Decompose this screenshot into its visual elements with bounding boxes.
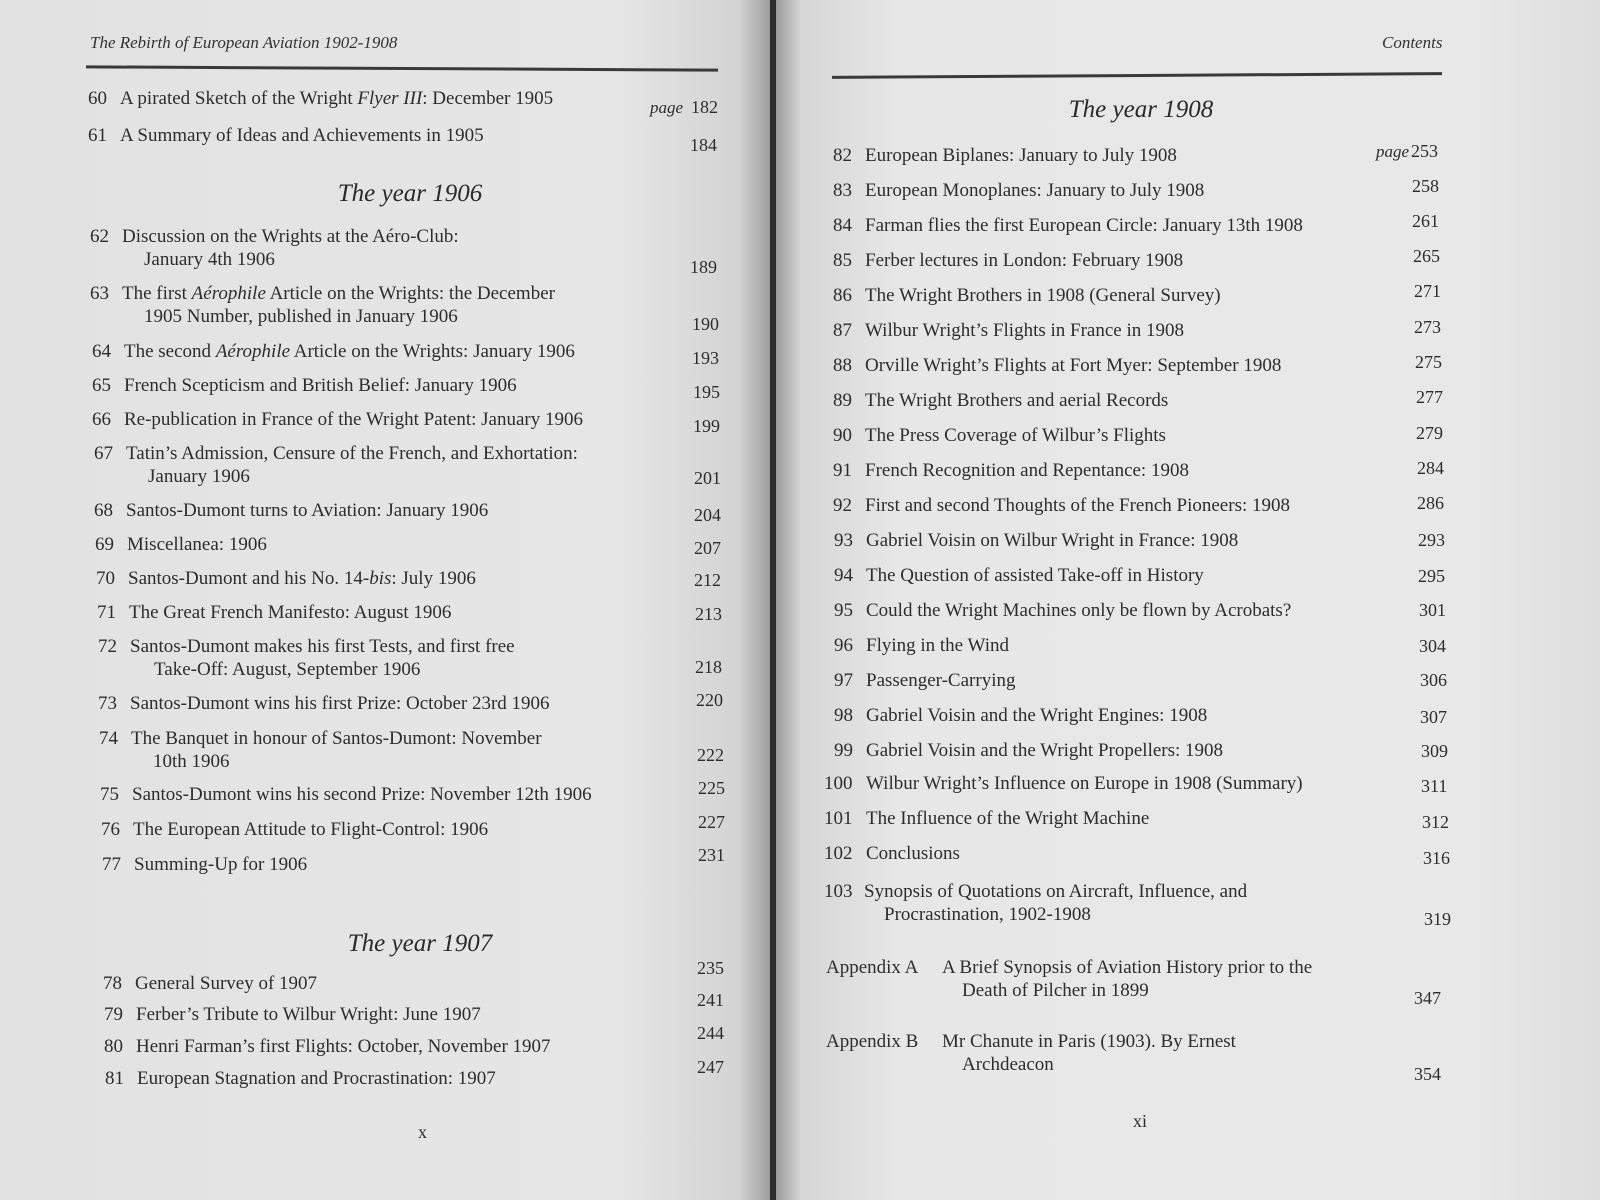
page-number: 190	[692, 314, 719, 334]
appendix-title-line: A Brief Synopsis of Aviation History prior to the	[942, 957, 1313, 978]
entry-number: 101	[824, 808, 853, 829]
entry-title-line: Santos-Dumont makes his first Tests, and first free	[130, 636, 515, 657]
page-number: 227	[698, 812, 725, 832]
running-head-right: Contents	[1382, 33, 1443, 52]
entry-title-line: Synopsis of Quotations on Aircraft, Influence, and	[864, 881, 1248, 902]
entry-title-line: General Survey of 1907	[135, 973, 318, 994]
page-number: 247	[697, 1057, 724, 1077]
entry-title-line: The Banquet in honour of Santos-Dumont: November	[131, 728, 542, 749]
entry-title	[135, 972, 317, 995]
page-number: 275	[1415, 352, 1442, 372]
entry-title-line: European Stagnation and Procrastination: 1907	[137, 1068, 496, 1089]
entry-title-line: The Question of assisted Take-off in History	[866, 565, 1204, 586]
entry-number: 99	[834, 740, 853, 761]
entry-title-line: The Great French Manifesto: August 1906	[129, 602, 452, 623]
entry-title	[865, 144, 1177, 167]
entry-number: 67	[94, 443, 113, 464]
entry-title-line: The Press Coverage of Wilbur’s Flights	[865, 425, 1166, 446]
entry-title	[126, 499, 488, 522]
page-number: 184	[690, 135, 717, 155]
entry-title	[134, 853, 307, 876]
entry-title-line: Passenger-Carrying	[866, 670, 1016, 691]
entry-number: 88	[833, 355, 852, 376]
entry-number: 93	[834, 530, 853, 551]
page-number: 293	[1418, 530, 1445, 550]
entry-title	[122, 282, 555, 328]
section-heading-1908: The year 1908	[1068, 96, 1214, 123]
page-number: 306	[1420, 670, 1447, 690]
page-number: 213	[695, 604, 722, 624]
entry-number: 69	[95, 534, 114, 555]
entry-title-part: : December 1905	[422, 88, 554, 109]
page-number: 316	[1423, 848, 1450, 868]
entry-number: 71	[97, 602, 116, 623]
header-rule-left	[86, 65, 718, 71]
page-number: 309	[1421, 741, 1448, 761]
entry-title-italic: Aérophile	[191, 283, 266, 304]
page-number: 244	[697, 1023, 724, 1043]
right-page	[776, 0, 1600, 1200]
page-number: 182	[691, 97, 719, 117]
entry-title-line: French Recognition and Repentance: 1908	[865, 460, 1189, 481]
entry-number: 87	[833, 320, 852, 341]
entry-title	[865, 179, 1204, 202]
entry-title-line: The Wright Brothers in 1908 (General Survey)	[865, 285, 1221, 306]
page-number: 212	[694, 570, 721, 590]
entry-number: 76	[101, 819, 120, 840]
entry-title	[866, 529, 1238, 552]
entry-title-part: A pirated Sketch of the Wright	[120, 88, 358, 109]
page-number: 265	[1413, 246, 1440, 266]
entry-title-part: Santos-Dumont and his No. 14-	[128, 568, 370, 589]
entry-title-line: Santos-Dumont wins his first Prize: October 23rd 1906	[130, 693, 550, 714]
entry-title-continuation: Procrastination, 1902-1908	[884, 904, 1091, 925]
entry-title-part: The first	[122, 283, 192, 304]
entry-title	[864, 880, 1247, 926]
entry-number: 81	[105, 1068, 124, 1089]
page-number: 284	[1417, 458, 1444, 478]
page-number: 301	[1419, 600, 1446, 620]
entry-number: 96	[834, 635, 853, 656]
entry-title-continuation: 1905 Number, published in January 1906	[144, 306, 458, 327]
entry-title-line: Orville Wright’s Flights at Fort Myer: September 1908	[865, 355, 1282, 376]
entry-number: 73	[98, 693, 117, 714]
entry-number: 94	[834, 565, 853, 586]
page-number: 235	[697, 958, 724, 978]
page-number: 222	[697, 745, 724, 765]
entry-title-line: European Biplanes: January to July 1908	[865, 145, 1177, 166]
entry-title-line: Farman flies the first European Circle: January 13th 1908	[865, 215, 1303, 236]
entry-number: 78	[103, 973, 122, 994]
entry-title-continuation: January 4th 1906	[144, 249, 275, 270]
entry-title-continuation: Take-Off: August, September 1906	[154, 659, 421, 680]
page-number: 253	[1411, 141, 1438, 161]
entry-number: 91	[833, 460, 852, 481]
appendix-title	[942, 956, 1312, 1002]
entry-title	[865, 354, 1281, 377]
page-number: 241	[697, 990, 724, 1010]
entry-title	[130, 635, 515, 681]
page-number: 277	[1416, 387, 1443, 407]
entry-title	[120, 87, 553, 110]
entry-title	[132, 783, 592, 806]
entry-number: 100	[824, 773, 853, 794]
entry-title-line: Ferber lectures in London: February 1908	[865, 250, 1184, 271]
appendix-label: Appendix A	[826, 957, 919, 978]
page-number: 354	[1414, 1064, 1441, 1084]
entry-title-part: Article on the Wrights: the December	[265, 283, 555, 304]
entry-title	[866, 599, 1291, 622]
page-number: 261	[1412, 211, 1439, 231]
entry-title	[865, 319, 1184, 342]
page-label: page	[1376, 142, 1410, 161]
entry-number: 74	[99, 728, 118, 749]
page-number: 307	[1420, 707, 1447, 727]
entry-title	[865, 214, 1303, 237]
page-number: 347	[1414, 988, 1441, 1008]
entry-title-line: Santos-Dumont turns to Aviation: January 1906	[126, 500, 489, 521]
entry-number: 90	[833, 425, 852, 446]
entry-title	[124, 408, 583, 431]
entry-title-line: Henri Farman’s first Flights: October, November 1907	[136, 1036, 551, 1057]
entry-number: 61	[88, 125, 107, 146]
page-number: 295	[1418, 566, 1445, 586]
page-number: 193	[692, 348, 719, 368]
page-number: 225	[698, 778, 725, 798]
entry-title-line: Ferber’s Tribute to Wilbur Wright: June 1907	[136, 1004, 481, 1025]
entry-title-line: The Influence of the Wright Machine	[866, 808, 1150, 829]
entry-title	[866, 669, 1015, 692]
entry-title	[124, 374, 517, 397]
entry-number: 63	[90, 283, 109, 304]
entry-number: 65	[92, 375, 111, 396]
entry-title-line	[124, 341, 575, 362]
entry-number: 97	[834, 670, 853, 691]
entry-number: 85	[833, 250, 852, 271]
folio-left: x	[418, 1122, 427, 1142]
entry-title	[866, 807, 1149, 830]
entry-number: 82	[833, 145, 852, 166]
entry-title-continuation: 10th 1906	[153, 751, 230, 772]
entry-title-line: European Monoplanes: January to July 1908	[865, 180, 1205, 201]
entry-title	[866, 564, 1204, 587]
entry-title-line: Wilbur Wright’s Flights in France in 1908	[865, 320, 1184, 341]
entry-title-continuation: January 1906	[148, 466, 250, 487]
page-number: 220	[696, 690, 723, 710]
page-number: 189	[690, 257, 717, 277]
entry-title	[865, 459, 1189, 482]
entry-number: 72	[98, 636, 117, 657]
entry-title-italic: Aérophile	[215, 341, 291, 362]
running-head-left: The Rebirth of European Aviation 1902-1908	[90, 33, 398, 52]
entry-title-part: : July 1906	[391, 568, 476, 589]
section-heading-1907: The year 1907	[347, 930, 493, 957]
appendix-title-continuation: Death of Pilcher in 1899	[962, 980, 1149, 1001]
entry-title-line: Re-publication in France of the Wright Patent: January 1906	[124, 409, 583, 430]
entry-number: 68	[94, 500, 113, 521]
entry-title	[865, 249, 1183, 272]
entry-title-line: Santos-Dumont wins his second Prize: November 12th 1906	[132, 784, 592, 805]
entry-title	[128, 567, 476, 590]
entry-title-part: The second	[124, 341, 216, 362]
entry-title	[866, 739, 1223, 762]
entry-title	[866, 842, 960, 865]
entry-title	[865, 494, 1290, 517]
entry-title-line: The European Attitude to Flight-Control: 1906	[133, 819, 489, 840]
entry-number: 95	[834, 600, 853, 621]
entry-title	[136, 1035, 551, 1058]
entry-number: 70	[96, 568, 115, 589]
folio-right: xi	[1133, 1111, 1148, 1131]
left-page	[0, 0, 770, 1200]
page-number: 204	[694, 505, 721, 525]
entry-title	[122, 225, 459, 271]
entry-title	[133, 818, 488, 841]
entry-title-line: First and second Thoughts of the French Pioneers: 1908	[865, 495, 1290, 516]
entry-title	[130, 692, 550, 715]
entry-title-line: Could the Wright Machines only be flown by Acrobats?	[866, 600, 1292, 621]
entry-title-part: Article on the Wrights: January 1906	[290, 341, 575, 362]
header-rule-right	[832, 72, 1442, 79]
entry-number: 86	[833, 285, 852, 306]
entry-title-line	[128, 568, 476, 589]
entry-title	[129, 601, 451, 624]
entry-title	[865, 284, 1221, 307]
entry-title-line	[122, 283, 555, 304]
entry-title	[136, 1003, 481, 1026]
entry-title: A Summary of Ideas and Achievements in 1905	[120, 125, 484, 146]
entry-number: 66	[92, 409, 111, 430]
entry-title-line: Summing-Up for 1906	[134, 854, 308, 875]
page-number: 311	[1421, 776, 1448, 796]
page-ref	[650, 97, 718, 118]
entry-title	[865, 389, 1168, 412]
entry-title-line: Flying in the Wind	[866, 635, 1009, 656]
page-number: 218	[695, 657, 722, 677]
entry-title-line: Gabriel Voisin on Wilbur Wright in France: 1908	[866, 530, 1239, 551]
appendix-title-line: Mr Chanute in Paris (1903). By Ernest	[942, 1031, 1236, 1052]
entry-title-italic: Flyer III	[357, 88, 423, 109]
entry-title	[124, 340, 575, 363]
entry-title-line: Conclusions	[866, 843, 960, 864]
entry-number: 60	[88, 88, 107, 109]
entry-title-line: Discussion on the Wrights at the Aéro-Club:	[122, 226, 459, 247]
entry-title-line: The Wright Brothers and aerial Records	[865, 390, 1169, 411]
entry-title	[866, 634, 1009, 657]
page-number: 319	[1424, 909, 1451, 929]
page-number: 201	[694, 468, 721, 488]
entry-title-line: Gabriel Voisin and the Wright Propellers: 1908	[866, 740, 1224, 761]
entry-title	[137, 1067, 496, 1090]
page-number: 199	[693, 416, 720, 436]
appendix-title	[942, 1030, 1236, 1076]
entry-number: 92	[833, 495, 852, 516]
entry-number: 64	[92, 341, 111, 362]
entry-title	[126, 442, 578, 488]
entry-number: 103	[824, 881, 853, 902]
entry-title-italic: bis	[369, 568, 392, 589]
entry-number: 84	[833, 215, 852, 236]
section-heading-1906: The year 1906	[337, 180, 483, 207]
entry-number: 83	[833, 180, 852, 201]
appendix-title-continuation: Archdeacon	[962, 1054, 1054, 1075]
page-number: 279	[1416, 423, 1443, 443]
entry-title-line: Tatin’s Admission, Censure of the French, and Exhortation:	[126, 443, 578, 464]
entry-number: 75	[100, 784, 119, 805]
entry-title-line: Gabriel Voisin and the Wright Engines: 1908	[866, 705, 1208, 726]
page-number: 312	[1422, 812, 1449, 832]
entry-title	[127, 533, 267, 556]
entry-number: 80	[104, 1036, 123, 1057]
appendix-label: Appendix B	[826, 1031, 919, 1052]
page-number: 231	[698, 845, 725, 865]
page-number: 273	[1414, 317, 1441, 337]
page-label: page	[650, 98, 684, 117]
page-number: 207	[694, 538, 721, 558]
entry-number: 62	[90, 226, 109, 247]
entry-number: 77	[102, 854, 121, 875]
entry-title	[131, 727, 542, 773]
entry-title	[866, 704, 1207, 727]
entry-number: 89	[833, 390, 852, 411]
page-number: 195	[693, 382, 720, 402]
entry-title-line: Miscellanea: 1906	[127, 534, 267, 555]
page-number: 271	[1414, 281, 1441, 301]
entry-title-line: Wilbur Wright’s Influence on Europe in 1908 (Summary)	[866, 773, 1303, 794]
entry-number: 98	[834, 705, 853, 726]
page-number: 286	[1417, 493, 1444, 513]
page-number: 304	[1419, 636, 1446, 656]
page-number: 258	[1412, 176, 1439, 196]
entry-title	[865, 424, 1166, 447]
entry-number: 79	[104, 1004, 123, 1025]
entry-title	[866, 772, 1303, 795]
entry-title-line: French Scepticism and British Belief: January 1906	[124, 375, 517, 396]
entry-number: 102	[824, 843, 853, 864]
